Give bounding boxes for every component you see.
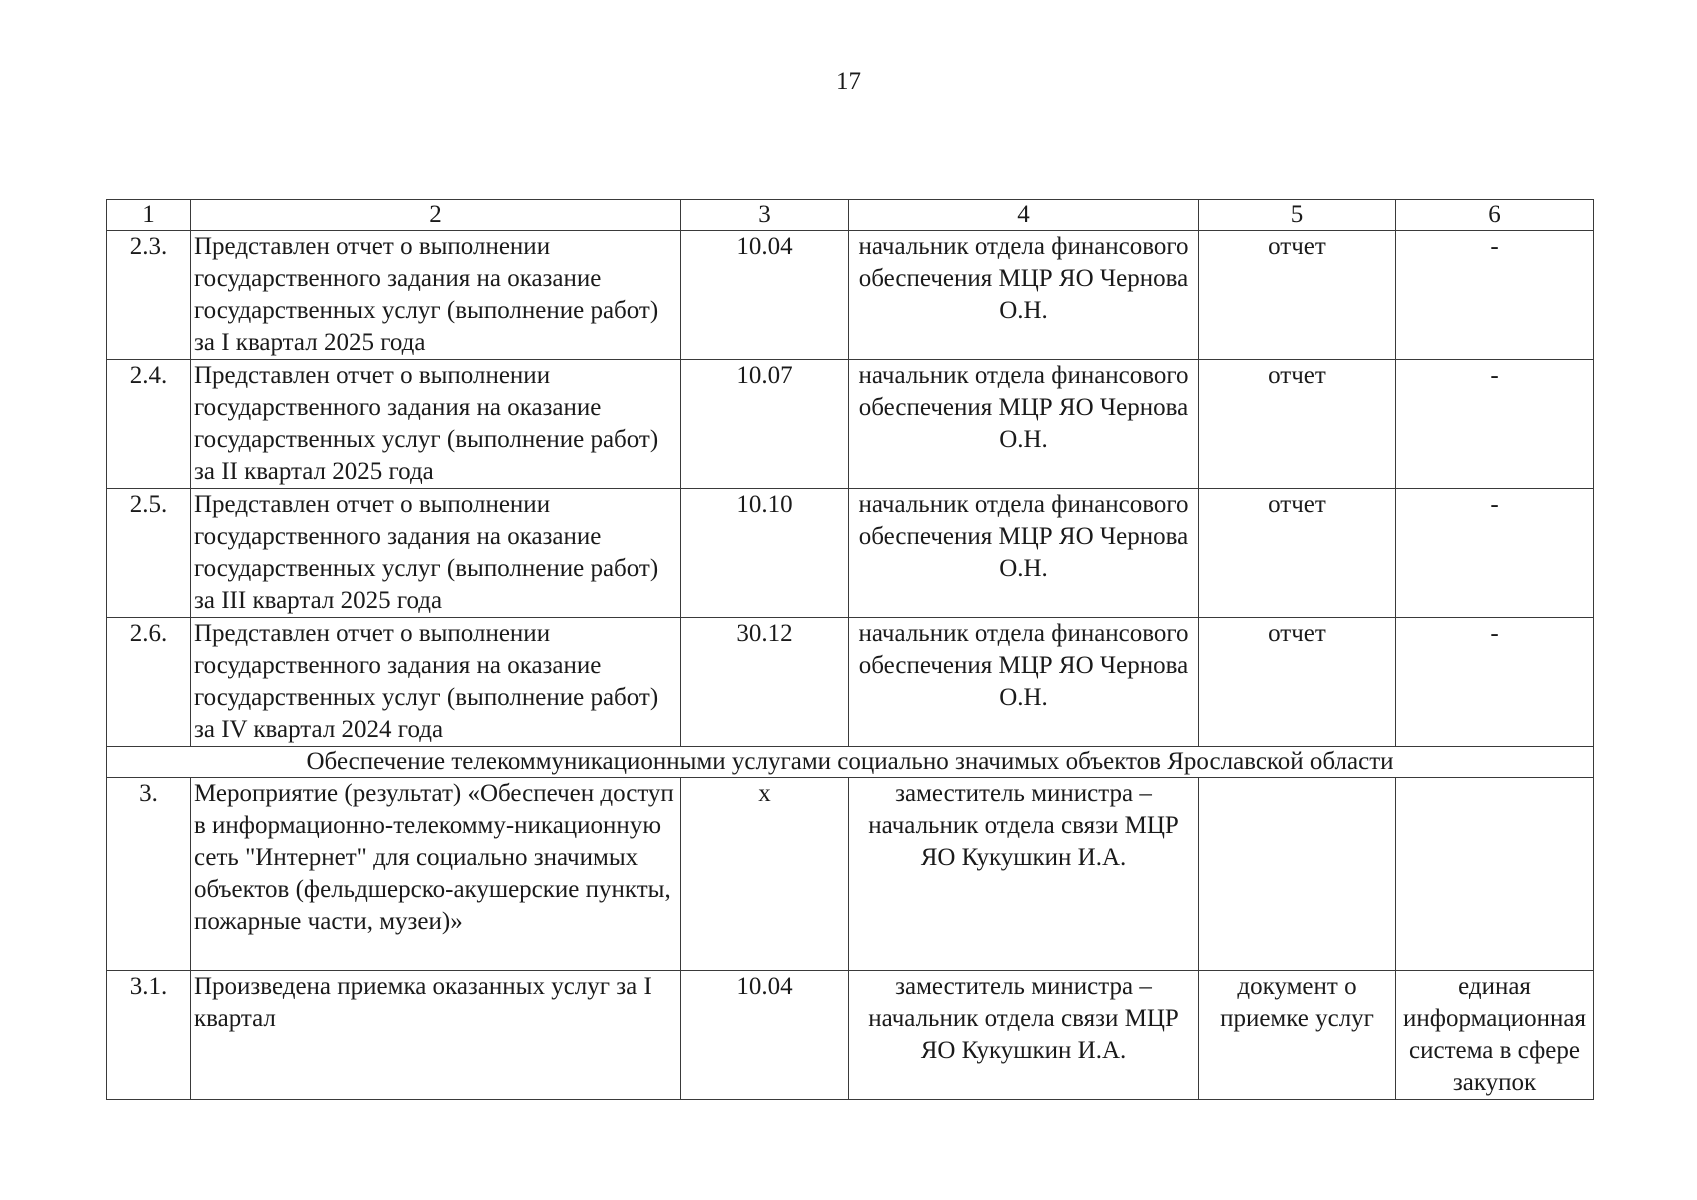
table-row: [107, 231, 1594, 360]
section-row: [107, 747, 1594, 778]
item-result: отчет: [1199, 231, 1396, 360]
item-system: -: [1396, 618, 1594, 747]
item-number: 3.: [107, 778, 191, 971]
plan-table: [106, 199, 1594, 1100]
item-name: Мероприятие (результат) «Обеспечен доступ в информационно-телекомму-никационную сеть "Интернет" для социально значимых объектов (фельдшерско-акушерские пункты, пожарные части, музеи)»: [191, 778, 681, 971]
item-date: х: [681, 778, 849, 971]
item-responsible: начальник отдела финансового обеспечения МЦР ЯО Чернова О.Н.: [849, 231, 1199, 360]
item-number: 2.4.: [107, 360, 191, 489]
item-name: Представлен отчет о выполнении государственного задания на оказание государственных услуг (выполнение работ) за II квартал 2025 года: [191, 360, 681, 489]
item-system: [1396, 778, 1594, 971]
item-number: 2.6.: [107, 618, 191, 747]
item-name: Представлен отчет о выполнении государственного задания на оказание государственных услуг (выполнение работ) за I квартал 2025 года: [191, 231, 681, 360]
item-name: Произведена приемка оказанных услуг за I квартал: [191, 971, 681, 1100]
item-result: [1199, 778, 1396, 971]
item-system: -: [1396, 489, 1594, 618]
item-date: 10.07: [681, 360, 849, 489]
item-responsible: заместитель министра – начальник отдела связи МЦР ЯО Кукушкин И.А.: [849, 971, 1199, 1100]
item-result: отчет: [1199, 489, 1396, 618]
item-name: Представлен отчет о выполнении государственного задания на оказание государственных услуг (выполнение работ) за IV квартал 2024 года: [191, 618, 681, 747]
section-title: Обеспечение телекоммуникационными услугами социально значимых объектов Ярославской области: [107, 747, 1594, 778]
item-number: 2.3.: [107, 231, 191, 360]
item-date: 10.04: [681, 971, 849, 1100]
column-header: 6: [1396, 200, 1594, 231]
item-date: 10.04: [681, 231, 849, 360]
table-header: [107, 200, 1594, 231]
table-row: [107, 360, 1594, 489]
item-responsible: начальник отдела финансового обеспечения МЦР ЯО Чернова О.Н.: [849, 489, 1199, 618]
page-number: 17: [836, 68, 861, 95]
column-header: 4: [849, 200, 1199, 231]
column-header: 3: [681, 200, 849, 231]
table-row: [107, 778, 1594, 971]
column-header: 2: [191, 200, 681, 231]
item-result: документ о приемке услуг: [1199, 971, 1396, 1100]
column-header: 5: [1199, 200, 1396, 231]
item-system: -: [1396, 231, 1594, 360]
item-date: 30.12: [681, 618, 849, 747]
column-header: 1: [107, 200, 191, 231]
item-result: отчет: [1199, 618, 1396, 747]
item-system: единая информационная система в сфере закупок: [1396, 971, 1594, 1100]
item-number: 2.5.: [107, 489, 191, 618]
item-number: 3.1.: [107, 971, 191, 1100]
table-row: [107, 971, 1594, 1100]
table-row: [107, 489, 1594, 618]
item-date: 10.10: [681, 489, 849, 618]
item-result: отчет: [1199, 360, 1396, 489]
item-responsible: заместитель министра – начальник отдела связи МЦР ЯО Кукушкин И.А.: [849, 778, 1199, 971]
header-row: [107, 200, 1594, 231]
item-name: Представлен отчет о выполнении государственного задания на оказание государственных услуг (выполнение работ) за III квартал 2025 года: [191, 489, 681, 618]
item-responsible: начальник отдела финансового обеспечения МЦР ЯО Чернова О.Н.: [849, 360, 1199, 489]
item-system: -: [1396, 360, 1594, 489]
item-responsible: начальник отдела финансового обеспечения МЦР ЯО Чернова О.Н.: [849, 618, 1199, 747]
table-row: [107, 618, 1594, 747]
